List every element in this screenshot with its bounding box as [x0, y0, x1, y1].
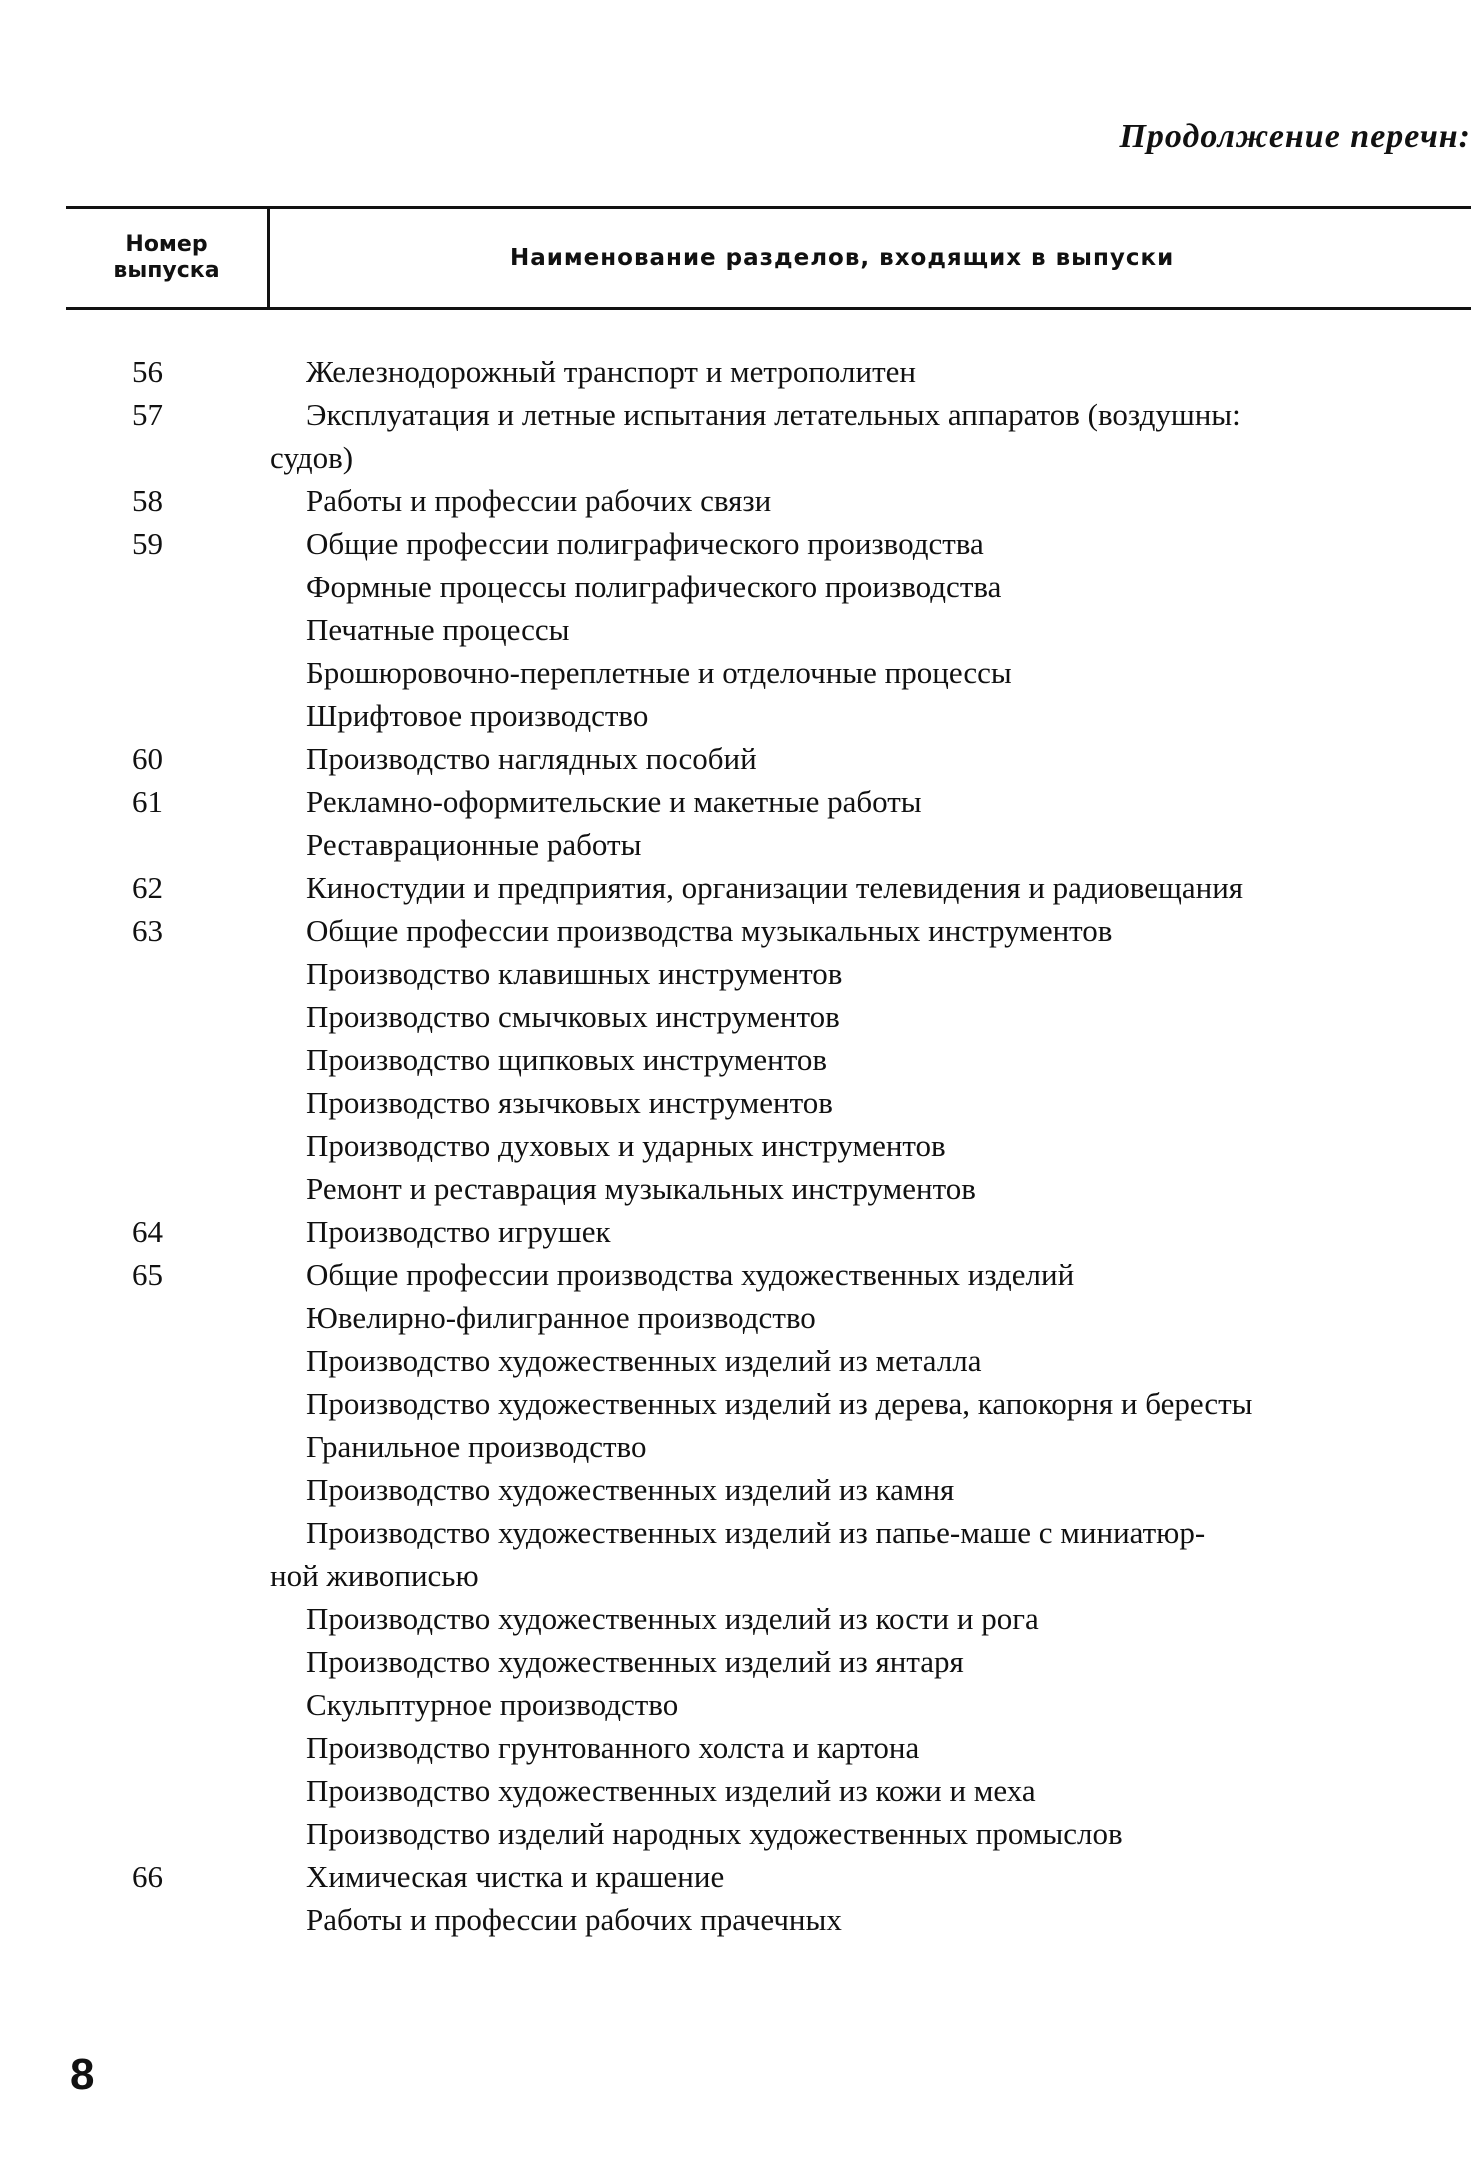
section-name: Производство грунтованного холста и картона — [306, 1730, 920, 1765]
section-name: Формные процессы полиграфического производства — [306, 569, 1002, 604]
section-name: Работы и профессии рабочих связи — [306, 483, 772, 518]
section-name: Общие профессии производства музыкальных инструментов — [306, 913, 1113, 948]
table-row — [0, 479, 1471, 522]
section-name-continuation: судов) — [270, 440, 354, 475]
page-number: 8 — [70, 2050, 95, 2099]
running-head: Продолжение перечн: — [1119, 118, 1471, 155]
table-row — [0, 823, 1471, 866]
table-row — [0, 1855, 1471, 1898]
section-name: Ювелирно-филигранное производство — [306, 1300, 816, 1335]
section-name: Производство художественных изделий из камня — [306, 1472, 955, 1507]
section-name: Ремонт и реставрация музыкальных инструментов — [306, 1171, 976, 1206]
issue-number: 61 — [132, 784, 163, 819]
table-row — [0, 1597, 1471, 1640]
table-row — [0, 909, 1471, 952]
table-row — [0, 737, 1471, 780]
table-row — [0, 1898, 1471, 1941]
issue-number: 60 — [132, 741, 163, 776]
section-name: Рекламно-оформительские и макетные работы — [306, 784, 922, 819]
issue-number: 56 — [132, 354, 163, 389]
table-row — [0, 393, 1471, 479]
table-row — [0, 995, 1471, 1038]
section-name: Производство язычковых инструментов — [306, 1085, 833, 1120]
table-row — [0, 780, 1471, 823]
table-row — [0, 1167, 1471, 1210]
section-name: Производство изделий народных художественных промыслов — [306, 1816, 1123, 1851]
table-row — [0, 1382, 1471, 1425]
table-row — [0, 565, 1471, 608]
column-header-name: Наименование разделов, входящих в выпуски — [510, 245, 1175, 271]
section-name: Брошюровочно-переплетные и отделочные процессы — [306, 655, 1012, 690]
section-name: Производство художественных изделий из янтаря — [306, 1644, 964, 1679]
section-name: Скульптурное производство — [306, 1687, 679, 1722]
table-row — [0, 1425, 1471, 1468]
section-name: Производство духовых и ударных инструментов — [306, 1128, 946, 1163]
section-name: Реставрационные работы — [306, 827, 642, 862]
table-row — [0, 1210, 1471, 1253]
section-name: Химическая чистка и крашение — [306, 1859, 725, 1894]
table-row — [0, 651, 1471, 694]
section-name: Эксплуатация и летные испытания летательных аппаратов (воздушны: — [306, 397, 1241, 432]
table-row — [0, 1640, 1471, 1683]
issue-number: 65 — [132, 1257, 163, 1292]
table-row — [0, 1081, 1471, 1124]
table-row — [0, 866, 1471, 909]
table-row — [0, 608, 1471, 651]
issue-number: 57 — [132, 397, 163, 432]
issue-number: 58 — [132, 483, 163, 518]
section-name: Производство клавишных инструментов — [306, 956, 843, 991]
table-row — [0, 1468, 1471, 1511]
table-row — [0, 350, 1471, 393]
table-row — [0, 1726, 1471, 1769]
section-name: Общие профессии производства художественных изделий — [306, 1257, 1075, 1292]
issue-number: 63 — [132, 913, 163, 948]
section-name: Киностудии и предприятия, организации телевидения и радиовещания — [306, 870, 1244, 905]
section-name: Работы и профессии рабочих прачечных — [306, 1902, 842, 1937]
section-name: Производство щипковых инструментов — [306, 1042, 828, 1077]
section-name: Производство художественных изделий из дерева, капокорня и бересты — [306, 1386, 1253, 1421]
table-body — [0, 350, 1471, 1941]
section-name: Производство смычковых инструментов — [306, 999, 840, 1034]
section-name: Производство наглядных пособий — [306, 741, 757, 776]
issue-number: 62 — [132, 870, 163, 905]
table-row — [0, 522, 1471, 565]
section-name: Общие профессии полиграфического производства — [306, 526, 984, 561]
table-row — [0, 1124, 1471, 1167]
table-row — [0, 1296, 1471, 1339]
table-row — [0, 1511, 1471, 1597]
issue-number: 59 — [132, 526, 163, 561]
section-name: Гранильное производство — [306, 1429, 647, 1464]
section-name: Производство художественных изделий из металла — [306, 1343, 982, 1378]
table-row — [0, 1683, 1471, 1726]
table-row — [0, 1769, 1471, 1812]
issue-number: 66 — [132, 1859, 163, 1894]
table-row — [0, 1038, 1471, 1081]
section-name: Железнодорожный транспорт и метрополитен — [306, 354, 916, 389]
issue-number: 64 — [132, 1214, 163, 1249]
section-name: Печатные процессы — [306, 612, 570, 647]
table-header — [66, 206, 1471, 310]
table-row — [0, 1812, 1471, 1855]
section-name: Шрифтовое производство — [306, 698, 649, 733]
table-row — [0, 952, 1471, 995]
table-row — [0, 1339, 1471, 1382]
section-name: Производство игрушек — [306, 1214, 611, 1249]
table-row — [0, 694, 1471, 737]
section-name: Производство художественных изделий из кости и рога — [306, 1601, 1039, 1636]
section-name: Производство художественных изделий из папье-маше с миниатюр- — [306, 1515, 1206, 1550]
table-row — [0, 1253, 1471, 1296]
section-name: Производство художественных изделий из кожи и меха — [306, 1773, 1036, 1808]
section-name-continuation: ной живописью — [270, 1558, 479, 1593]
column-header-number: Номер выпуска — [66, 209, 270, 307]
